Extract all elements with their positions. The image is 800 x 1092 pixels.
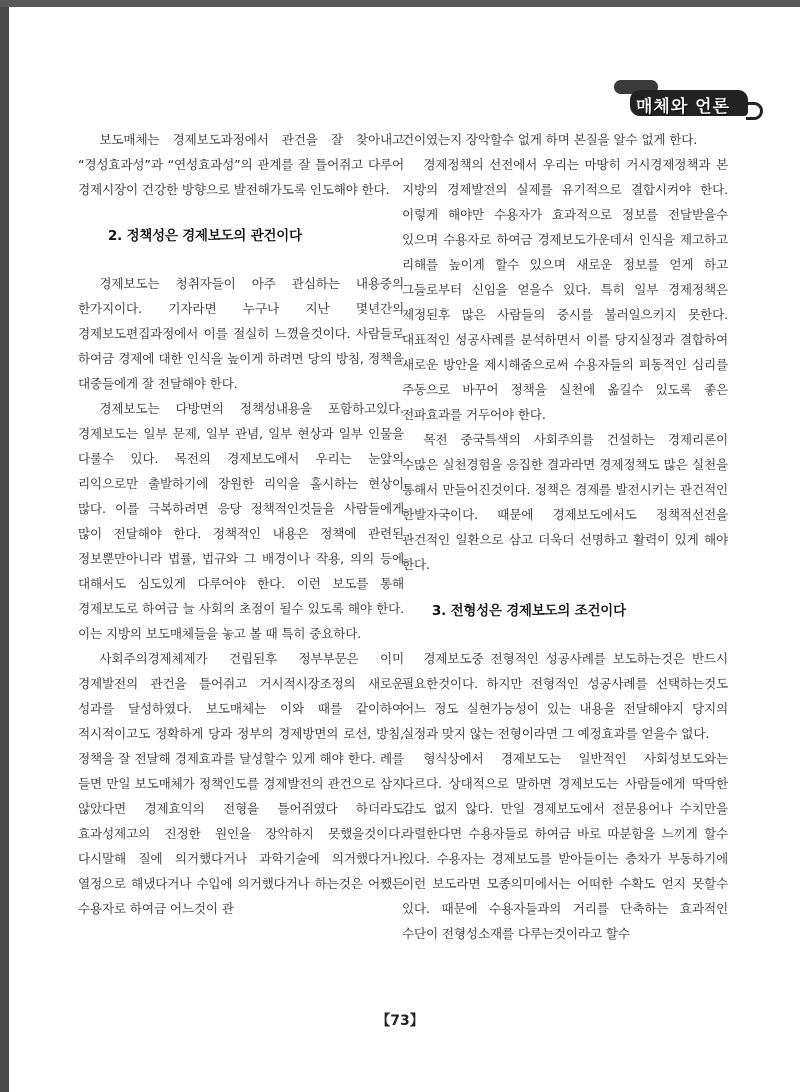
paragraph: 경제보도중 전형적인 성공사례를 보도하는것은 반드시 필요한것이다. 하지만 전형적인 성공사례를 선택하는것도 어느 정도 실현가능성이 있는 내용을 전달해야지 당지의 실정과 맞지 않는 전형이라면 그 예정효과를 얻을수 없다.: [402, 651, 728, 741]
section-heading-3: 3. 전형성은 경제보도의 조건이다: [432, 604, 626, 619]
page-number: 【73】: [376, 1013, 424, 1029]
paragraph: 경제보도는 청취자들이 아주 관심하는 내용중의 한가지이다. 기자라면 누구나 지난 몇년간의 경제보도편집과정에서 이를 절실히 느꼈을것이다. 사람들로 하여금 경제에 대한 인식을 높이게 하려면 당의 방침, 정책을 대중들에게 잘 전달해야 한다.: [78, 276, 404, 391]
section-masthead: [614, 78, 764, 120]
masthead-swirl-ornament: [746, 102, 763, 120]
paragraph: 보도매체는 경제보도과정에서 관건을 잘 찾아내고 “경성효과성”과 “연성효과성”의 관계를 잘 틀어쥐고 다루어 경제시장이 건강한 방향으로 발전해가도록 인도해야 한다.: [78, 132, 404, 197]
page-edge-shadow: [0, 0, 9, 1092]
section-heading-2: 2. 정책성은 경제보도의 관건이다: [108, 229, 302, 244]
masthead-title: 매체와 언론: [636, 97, 731, 117]
paragraph: 형식상에서 경제보도는 일반적인 사회성보도와는 다르다. 상대적으로 말하면 경제보도는 사람들에게 딱딱한 감도 없지 않다. 만일 경제보도에서 전문용어나 수치만을 라렬한다면 수용자들로 하여금 바로 따분함을 느끼게 할수 있다. 수용자는 경제보도를 받아들이는 층차가 부동하기에 이런 보도라면 모종의미에서는 어떠한 수확도 얻지 못할수 있다. 때문에 수용자들과의 거리를 단축하는 효과적인 수단이 전형성소재를 다루는것이라고 할수: [402, 751, 728, 941]
paragraph: 목전 중국특색의 사회주의를 건설하는 경제리론이 수많은 실천경험을 응집한 결과라면 경제정책도 많은 실천을 통해서 만들어진것이다. 정책은 경제를 발전시키는 관건적인 한발자국이다. 때문에 경제보도에서도 정책적선전을 관건적인 일환으로 삼고 더욱더 선명하고 활력이 있게 해야 한다.: [402, 432, 728, 572]
paragraph-continued: 건이였는지 장악할수 없게 하며 본질을 알수 없게 한다.: [402, 132, 698, 147]
paragraph: 경제정책의 선전에서 우리는 마땅히 거시경제정책과 본 지방의 경제발전의 실제를 유기적으로 결합시켜야 한다. 이렇게 해야만 수용자가 효과적으로 정보를 전달받을수 있으며 수용자로 하여금 경제보도가운데서 인식을 제고하고 리해를 높이게 할수 있으며 새로운 정보를 얻게 하고 그들로부터 신임을 얻을수 있다. 특히 일부 경제정책은 제정된후 많은 사람들의 중시를 불러일으키지 못한다. 대표적인 성공사례를 분석하면서 이를 당지실정과 결합하여 새로운 방안을 제시해줌으로써 수용자들의 피동적인 심리를 주동으로 바꾸어 정책을 실천에 옮길수 있도록 좋은 전파효과를 거두어야 한다.: [402, 157, 728, 422]
left-column: [78, 127, 404, 921]
paragraph: 경제보도는 다방면의 정책성내용을 포함하고있다. 경제보도는 일부 문제, 일부 관념, 일부 현상과 일부 인물을 다룰수 있다. 목전의 경제보도에서 우리는 눈앞의 리익으로만 출발하기에 장원한 리익을 홀시하는 현상이 많다. 이를 극복하려면 응당 정책적인것들을 사람들에게 많이 전달해야 한다. 정책적인 내용은 정책에 관련된 정보뿐만아니라 법률, 법규와 그 배경이나 작용, 의의 등에 대해서도 심도있게 다루어야 한다. 이런 보도를 통해 경제보도로 하여금 늘 사회의 초점이 될수 있도록 해야 한다. 이는 지방의 보도매체들을 놓고 볼 때 특히 중요하다.: [78, 401, 404, 641]
page-top-edge: [0, 0, 800, 7]
right-column: [402, 127, 728, 946]
paragraph: 사회주의경제체제가 건립된후 정부부문은 이미 경제발전의 관건을 틀어쥐고 거시적시장조정의 새로운 성과를 달성하였다. 보도매체는 이와 때를 같이하여 적시적이고도 정확하게 당과 정부의 경제방면의 로선, 방침, 정책을 잘 전달해 경제효과를 달성할수 있게 해야 한다. 례를 들면 만일 보도매체가 정책인도를 경제발전의 관건으로 삼지 않았다면 경제효익의 전형을 틀어쥐였다 하더라도 효과성제고의 진정한 원인을 장악하지 못했을것이다. 다시말해 질에 의거했다거나 과학기술에 의거했다거나 열정으로 해냈다거나 수입에 의거했다거나 하는것은 어쨌든 수용자로 하여금 어느것이 관: [78, 651, 404, 916]
